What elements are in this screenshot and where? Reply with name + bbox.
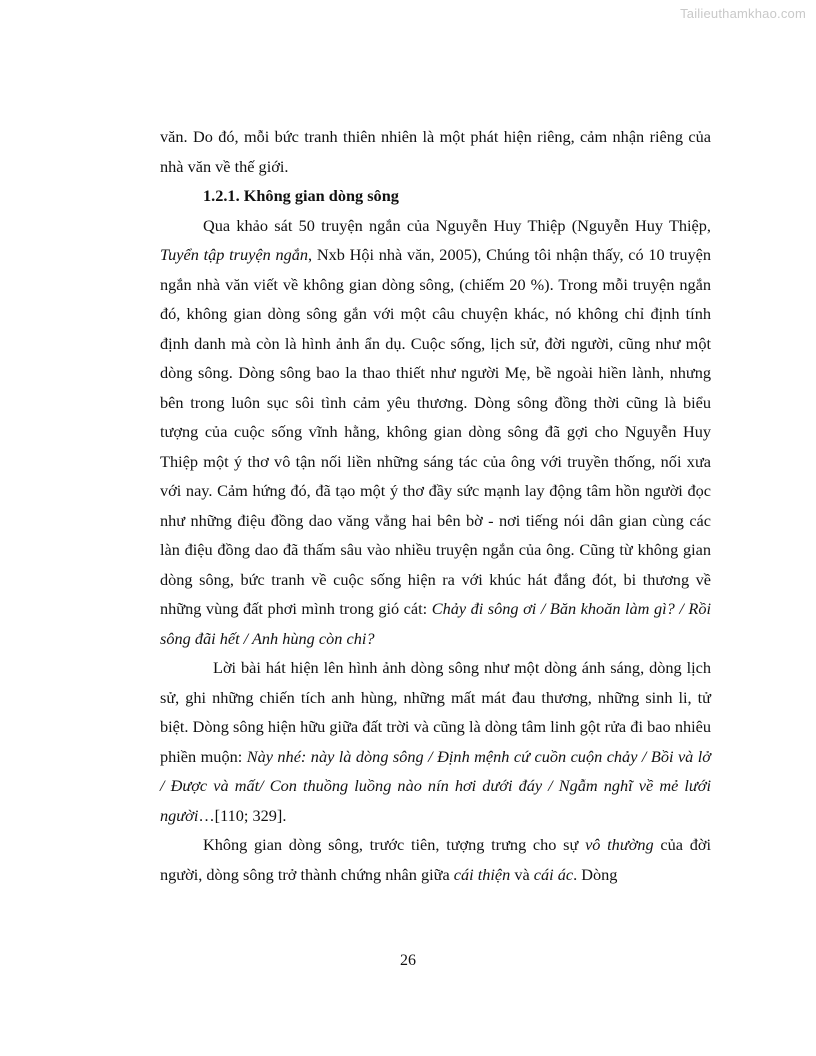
paragraph-3-term-cai-thien: cái thiện (453, 864, 511, 884)
paragraph-3-text-c: của đời người, dòng sông trở thành chứng nhân giữa (160, 835, 711, 884)
paragraph-3-text-e: và (510, 864, 534, 884)
paragraph-1-book-title: Tuyển tập truyện ngắn (160, 245, 309, 264)
paragraph-1-text-c: , Nxb Hội nhà văn, 2005), Chúng tôi nhận thấy, có 10 truyện ngắn nhà văn viết về không gian dòng sông, (chiếm 20 %). Trong mỗi truyện ngắn đó, không gian dòng sông gắn với một câu chuyện khác, nó không chỉ định tính định danh mà còn là hình ảnh ẩn dụ. Cuộc sống, lịch sử, đời người, cũng như một dòng sông. Dòng sông bao la thao thiết như người Mẹ, bề ngoài hiền lành, nhưng bên trong luôn sục sôi tình cảm yêu thương. Dòng sông đồng thời cũng là biểu tượng của cuộc sống vĩnh hằng, không gian dòng sông đã gợi cho Nguyễn Huy Thiệp một ý thơ vô tận nối liền những sáng tác của ông với truyền thống, nối xưa với nay. Cảm hứng đó, đã tạo một ý thơ đầy sức mạnh lay động tâm hồn người đọc như những điệu đồng dao văng vẳng hai bên bờ - nơi tiếng nói dân gian cùng các làn điệu đồng dao đã thấm sâu vào nhiều truyện ngắn của ông. Cũng từ không gian dòng sông, bức tranh về cuộc sống hiện ra với khúc hát đắng đót, bi thương về những vùng đất phơi mình trong gió cát: (160, 245, 712, 618)
paragraph-1-song-quote: Chảy đi sông ơi / Băn khoăn làm gì? / Rồi sông đãi hết / Anh hùng còn chi? (160, 599, 711, 648)
page-number: 26 (400, 952, 416, 969)
paragraph-2-poem-quote: Này nhé: này là dòng sông / Định mệnh cứ cuồn cuộn chảy / Bồi và lở / Được và mất/ Con thuồng luồng nào nín hơi dưới đáy / Ngẫm nghĩ về mẻ lưới người (160, 746, 711, 825)
paragraph-3-term-cai-ac: cái ác (533, 864, 574, 884)
paragraph-1-text-a: Qua khảo sát 50 truyện ngắn của Nguyễn Huy Thiệp (Nguyễn Huy Thiệp, (203, 215, 711, 235)
document-body (160, 122, 711, 889)
paragraph-continuation: văn. Do đó, mỗi bức tranh thiên nhiên là một phát hiện riêng, cảm nhận riêng của nhà văn về thế giới. (160, 127, 711, 176)
paragraph-2 (160, 653, 711, 830)
paragraph-3-text-a: Không gian dòng sông, trước tiên, tượng trưng cho sự (203, 835, 586, 854)
paragraph-2-citation: …[110; 329]. (198, 805, 287, 825)
paragraph-2-text-a: Lời bài hát hiện lên hình ảnh dòng sông như một dòng ánh sáng, dòng lịch sử, ghi những chiến tích anh hùng, những mất mát đau thương, những sinh li, tử biệt. Dòng sông hiện hữu giữa đất trời và cũng là dòng tâm linh gột rửa đi bao nhiêu phiền muộn: (160, 658, 711, 766)
paragraph-1 (160, 211, 711, 654)
paragraph-3-text-g: . Dòng (573, 864, 618, 884)
watermark: Tailieuthamkhao.com (680, 6, 806, 21)
paragraph-3-term-vo-thuong: vô thường (585, 835, 654, 854)
section-heading: 1.2.1. Không gian dòng sông (203, 186, 399, 205)
paragraph-3 (160, 830, 711, 889)
